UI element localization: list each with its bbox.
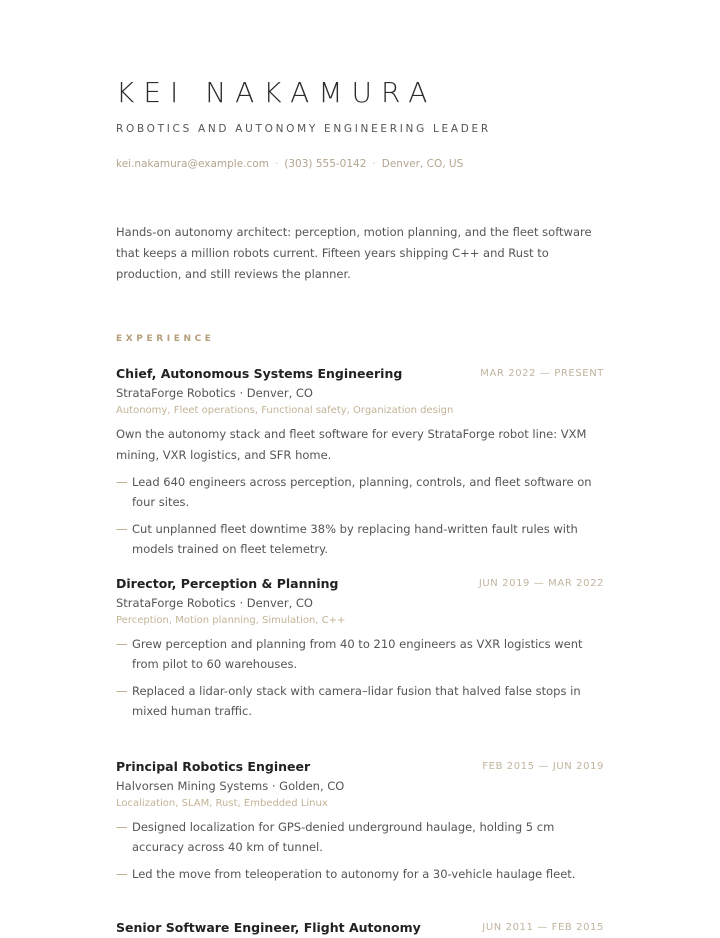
achievement-text: Led the move from teleoperation to autonomy for a 30-vehicle haulage fleet. xyxy=(132,867,576,881)
dash-bullet: — xyxy=(116,684,128,698)
job-header xyxy=(116,759,604,777)
job-title: Chief, Autonomous Systems Engineering xyxy=(116,366,403,381)
achievement-item xyxy=(116,472,604,512)
job-header xyxy=(116,920,604,938)
job-skill-tags: Autonomy, Fleet operations, Functional safety, Organization design xyxy=(116,405,454,416)
job-achievements xyxy=(116,634,604,721)
contact-location: Denver, CO, US xyxy=(381,158,464,170)
achievement-item xyxy=(116,519,604,559)
experience-entry xyxy=(116,920,604,938)
experience-entry xyxy=(116,759,604,891)
achievement-item xyxy=(116,681,604,721)
job-title: Principal Robotics Engineer xyxy=(116,759,311,774)
candidate-name: KEI NAKAMURA xyxy=(116,76,437,109)
dash-bullet: — xyxy=(116,867,128,881)
experience-entry xyxy=(116,366,604,566)
dash-bullet: — xyxy=(116,522,128,536)
contact-separator: · xyxy=(372,158,376,170)
experience-entry xyxy=(116,576,604,728)
job-title: Director, Perception & Planning xyxy=(116,576,339,591)
contact-line xyxy=(116,158,463,170)
achievement-text: Designed localization for GPS-denied underground haulage, holding 5 cm accuracy across 40 km of tunnel. xyxy=(132,820,555,854)
job-header xyxy=(116,366,604,384)
dash-bullet: — xyxy=(116,820,128,834)
job-header xyxy=(116,576,604,594)
job-organization: Halvorsen Mining Systems · Golden, CO xyxy=(116,779,345,793)
dash-bullet: — xyxy=(116,637,128,651)
experience-section-title: EXPERIENCE xyxy=(116,334,215,344)
job-title: Senior Software Engineer, Flight Autonomy xyxy=(116,920,421,935)
achievement-text: Cut unplanned fleet downtime 38% by replacing hand-written fault rules with models trained on fleet telemetry. xyxy=(132,522,578,556)
job-dates: JUN 2011 — FEB 2015 xyxy=(482,922,604,933)
job-dates: JUN 2019 — MAR 2022 xyxy=(478,578,604,589)
achievement-text: Replaced a lidar-only stack with camera–lidar fusion that halved false stops in mixed human traffic. xyxy=(132,684,581,718)
profile-summary: Hands-on autonomy architect: perception, motion planning, and the fleet software that keeps a million robots current. Fifteen years shipping C++ and Rust to production, and still reviews the planner. xyxy=(116,225,592,281)
job-skill-tags: Localization, SLAM, Rust, Embedded Linux xyxy=(116,798,328,809)
job-organization: StrataForge Robotics · Denver, CO xyxy=(116,596,313,610)
achievement-text: Grew perception and planning from 40 to 210 engineers as VXR logistics went from pilot to 60 warehouses. xyxy=(132,637,583,671)
job-skill-tags: Perception, Motion planning, Simulation, C++ xyxy=(116,615,346,626)
achievement-text: Lead 640 engineers across perception, planning, controls, and fleet software on four sites. xyxy=(132,475,592,509)
contact-separator: · xyxy=(274,158,279,170)
job-achievements xyxy=(116,472,604,559)
job-dates: FEB 2015 — JUN 2019 xyxy=(482,761,604,772)
achievement-item xyxy=(116,864,604,884)
achievement-item xyxy=(116,817,604,857)
job-achievements xyxy=(116,817,604,884)
job-organization: StrataForge Robotics · Denver, CO xyxy=(116,386,313,400)
contact-phone[interactable]: (303) 555-0142 xyxy=(284,158,367,170)
job-description: Own the autonomy stack and fleet software for every StrataForge robot line: VXM mining, VXR logistics, and SFR home. xyxy=(116,427,587,462)
contact-email[interactable]: kei.nakamura@example.com xyxy=(116,158,269,170)
job-dates: MAR 2022 — PRESENT xyxy=(480,368,604,379)
achievement-item xyxy=(116,634,604,674)
dash-bullet: — xyxy=(116,475,128,489)
headline-tagline: ROBOTICS AND AUTONOMY ENGINEERING LEADER xyxy=(116,123,491,135)
